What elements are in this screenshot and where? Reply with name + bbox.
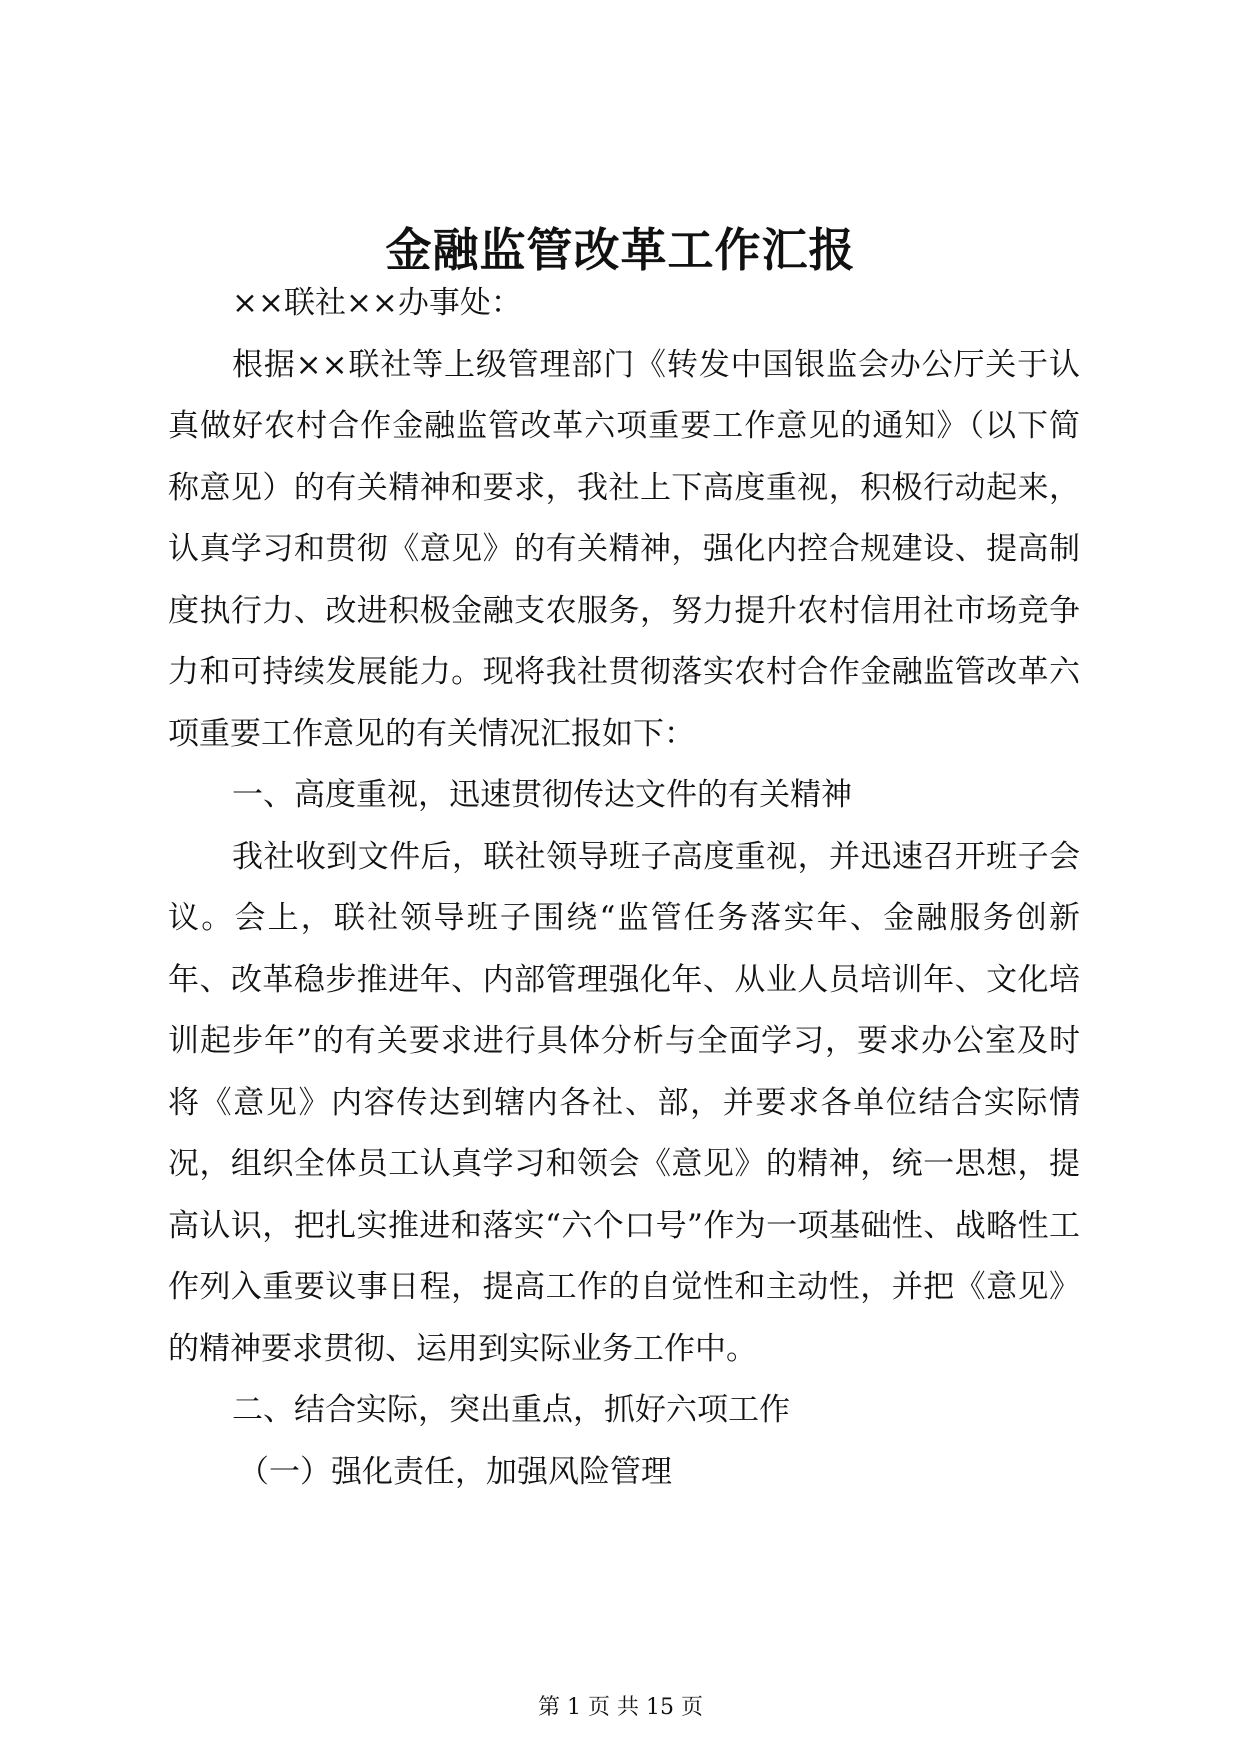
section-heading-2: 二、结合实际，突出重点，抓好六项工作 xyxy=(232,1392,790,1428)
section-heading-1: 一、高度重视，迅速贯彻传达文件的有关精神 xyxy=(232,777,852,813)
document-title: 金融监管改革工作汇报 xyxy=(385,223,856,277)
document-body xyxy=(168,273,1080,1503)
page-number: 第 1 页 共 15 页 xyxy=(538,1695,703,1720)
salutation: ××联社××办事处： xyxy=(232,285,522,321)
subsection-heading-1: （一）强化责任，加强风险管理 xyxy=(238,1453,672,1490)
paragraph-section-1: 我社收到文件后，联社领导班子高度重视，并迅速召开班子会议。会上，联社领导班子围绕“监管任务落实年、金融服务创新年、改革稳步推进年、内部管理强化年、从业人员培训年、文化培训起步年”的有关要求进行具体分析与全面学习，要求办公室及时将《意见》内容传达到辖内各社、部，并要求各单位结合实际情况，组织全体员工认真学习和领会《意见》的精神，统一思想，提高认识，把扎实推进和落实“六个口号”作为一项基础性、战略性工作列入重要议事日程，提高工作的自觉性和主动性，并把《意见》的精神要求贯彻、运用到实际业务工作中。 xyxy=(168,838,1080,1367)
paragraph-intro: 根据××联社等上级管理部门《转发中国银监会办公厅关于认真做好农村合作金融监管改革六项重要工作意见的通知》（以下简称意见）的有关精神和要求，我社上下高度重视，积极行动起来，认真学习和贯彻《意见》的有关精神，强化内控合规建设、提高制度执行力、改进积极金融支农服务，努力提升农村信用社市场竞争力和可持续发展能力。现将我社贯彻落实农村合作金融监管改革六项重要工作意见的有关情况汇报如下： xyxy=(168,346,1080,752)
